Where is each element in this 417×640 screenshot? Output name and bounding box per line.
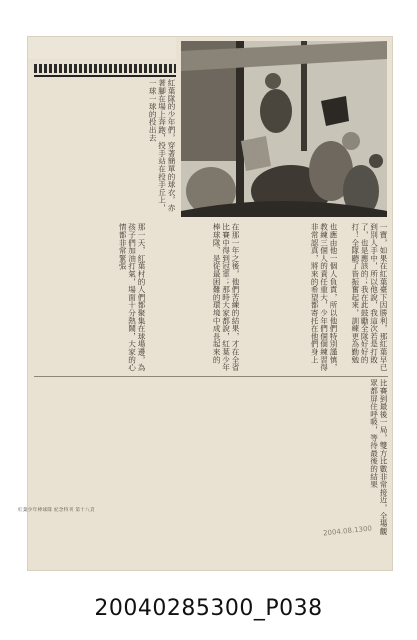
text-column-1: 一寶，如果在紅葉臺下因勝利，那紅葉早已到別人手中，所以他說，我這次若是打敗了，也是應該的；我在此鼓勵全隊好好的打！全隊聽了皆振奮起來，訓練更為勤勉 xyxy=(350,223,388,372)
text-column-bottom: 比賽到最後一局，雙方比數非常接近，全場觀眾都屏住呼吸，等待最後的結果 xyxy=(369,379,388,535)
text-column-top: 紅葉隊的少年們，穿著簡單的球衣，赤著腳在場上奔跑，投手站在投手丘上，一球一球的投出去 xyxy=(148,79,176,212)
text-column-4: 那一天，紅葉村的人們都聚集在球場邊，為孩子們加油打氣，場面十分熱鬧，大家的心情都非常緊張 xyxy=(118,223,146,372)
ornamental-border xyxy=(34,64,176,73)
top-band xyxy=(28,37,176,59)
archive-caption: 20040285300_P038 xyxy=(94,596,323,621)
handwritten-date: 2004.08.1300 xyxy=(322,524,373,538)
text-column-3: 在那一年之後，他們苦練的結果，才在全省比賽中得到冠軍；那時大家都說，紅葉少年棒球隊，是從最困難的環境中成長起來的 xyxy=(212,223,240,372)
illustration-baseball-scene xyxy=(181,41,387,217)
document-page xyxy=(28,37,392,570)
ornamental-rule xyxy=(34,75,176,77)
section-divider xyxy=(34,376,388,377)
illustration-drawing xyxy=(181,41,387,217)
footer-note: 紅葉少年棒球隊 紀念特刊 第十八頁 xyxy=(18,508,95,513)
text-column-2: 也應由他一個人負責，所以他們特別謹慎，教練三個人的責任重大，少年們個個練習得非常認真，將來的希望都寄托在他們身上 xyxy=(310,223,338,372)
